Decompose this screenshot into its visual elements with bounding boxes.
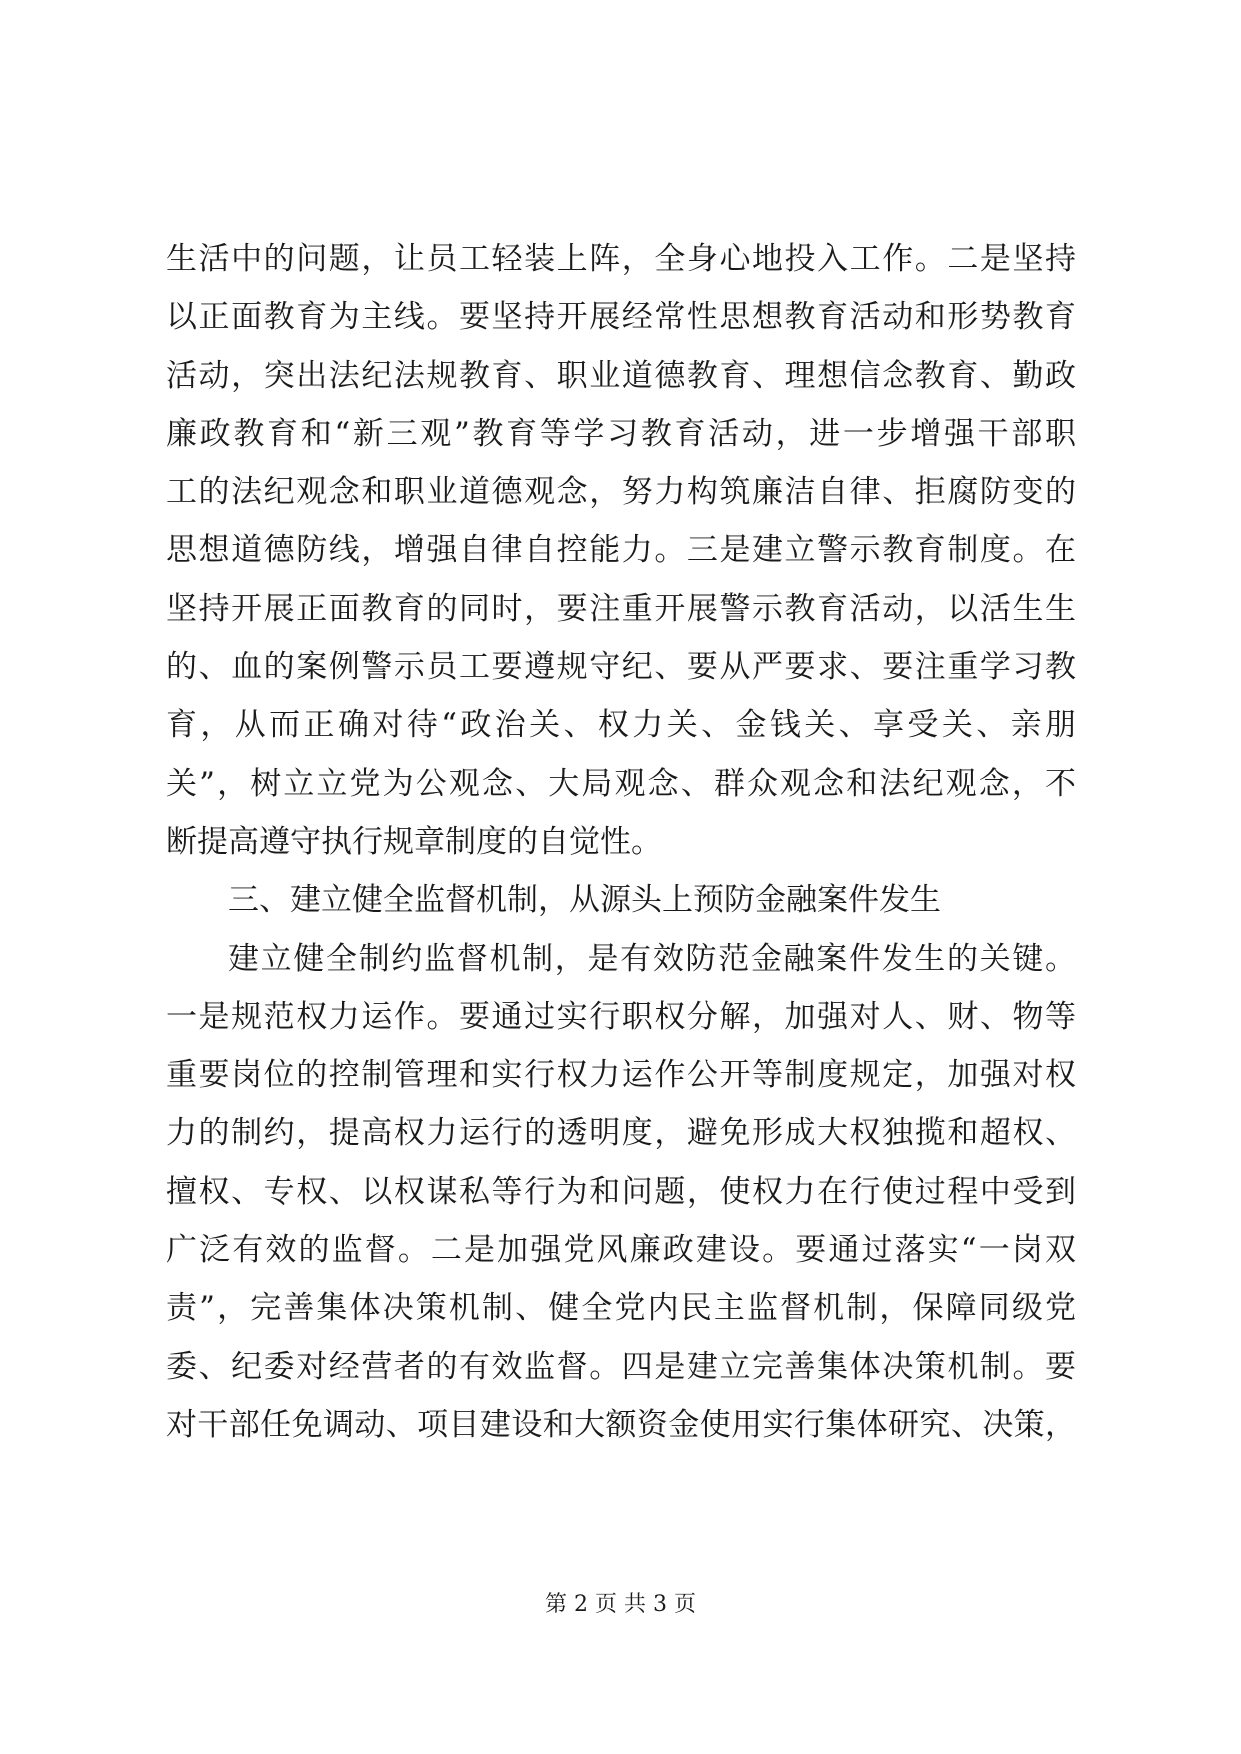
section-heading: 三、建立健全监督机制，从源头上预防金融案件发生 <box>228 882 941 919</box>
text-line: 广泛有效的监督。二是加强党风廉政建设。要通过落实“一岗双 <box>166 1232 1076 1269</box>
text-line: 一是规范权力运作。要通过实行职权分解，加强对人、财、物等 <box>166 998 1076 1035</box>
text-line: 思想道德防线，增强自律自控能力。三是建立警示教育制度。在 <box>166 532 1076 569</box>
text-line: 断提高遵守执行规章制度的自觉性。 <box>166 823 662 860</box>
text-line: 廉政教育和“新三观”教育等学习教育活动，进一步增强干部职 <box>166 415 1076 452</box>
text-line: 的、血的案例警示员工要遵规守纪、要从严要求、要注重学习教 <box>166 649 1076 686</box>
text-line: 对干部任免调动、项目建设和大额资金使用实行集体研究、决策， <box>166 1406 1076 1443</box>
text-line: 以正面教育为主线。要坚持开展经常性思想教育活动和形势教育 <box>166 299 1076 336</box>
text-line: 责”，完善集体决策机制、健全党内民主监督机制，保障同级党 <box>166 1290 1076 1327</box>
text-line: 生活中的问题，让员工轻装上阵，全身心地投入工作。二是坚持 <box>166 241 1076 277</box>
text-line: 力的制约，提高权力运行的透明度，避免形成大权独揽和超权、 <box>166 1115 1076 1152</box>
text-line: 委、纪委对经营者的有效监督。四是建立完善集体决策机制。要 <box>166 1348 1076 1385</box>
text-line: 育，从而正确对待“政治关、权力关、金钱关、享受关、亲朋 <box>166 707 1076 744</box>
text-line: 建立健全制约监督机制，是有效防范金融案件发生的关键。 <box>228 940 1076 977</box>
text-line: 工的法纪观念和职业道德观念，努力构筑廉洁自律、拒腐防变的 <box>166 474 1076 511</box>
text-line: 重要岗位的控制管理和实行权力运作公开等制度规定，加强对权 <box>166 1057 1076 1094</box>
text-line: 坚持开展正面教育的同时，要注重开展警示教育活动，以活生生 <box>166 590 1076 627</box>
text-line: 擅权、专权、以权谋私等行为和问题，使权力在行使过程中受到 <box>166 1173 1076 1210</box>
text-line: 关”，树立立党为公观念、大局观念、群众观念和法纪观念，不 <box>166 765 1076 802</box>
page-number-footer: 第 2 页 共 3 页 <box>545 1592 696 1617</box>
text-line: 活动，突出法纪法规教育、职业道德教育、理想信念教育、勤政 <box>166 357 1076 394</box>
body-text <box>166 230 1076 1454</box>
